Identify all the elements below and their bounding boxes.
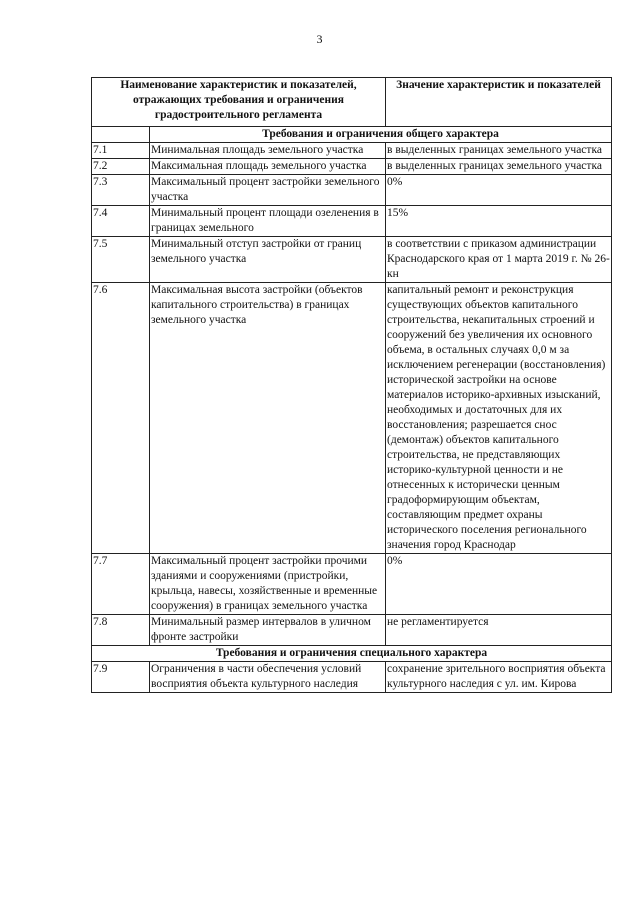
table-row xyxy=(92,159,612,175)
row-name: Минимальный размер интервалов в уличном фронте застройки xyxy=(150,615,386,646)
row-number: 7.7 xyxy=(92,554,150,615)
table-row xyxy=(92,237,612,283)
row-name: Минимальная площадь земельного участка xyxy=(150,143,386,159)
row-value: 15% xyxy=(386,206,612,237)
section-row xyxy=(92,127,612,143)
row-number: 7.2 xyxy=(92,159,150,175)
row-name: Минимальный процент площади озеленения в границах земельного xyxy=(150,206,386,237)
row-name: Максимальный процент застройки прочими зданиями и сооружениями (пристройки, крыльца, навесы, хозяйственные и временные сооружения) в границах земельного участка xyxy=(150,554,386,615)
section-title-special: Требования и ограничения специального характера xyxy=(92,646,612,662)
row-value: 0% xyxy=(386,554,612,615)
row-name: Максимальная высота застройки (объектов капитального строительства) в границах земельного участка xyxy=(150,283,386,554)
row-number: 7.5 xyxy=(92,237,150,283)
table-row xyxy=(92,615,612,646)
table-header-row xyxy=(92,78,612,127)
row-name: Максимальная площадь земельного участка xyxy=(150,159,386,175)
row-name: Максимальный процент застройки земельного участка xyxy=(150,175,386,206)
section-spacer xyxy=(92,127,150,143)
table-row xyxy=(92,662,612,693)
header-name-cell: Наименование характеристик и показателей, отражающих требования и ограничения градостроительного регламента xyxy=(92,78,386,127)
row-value: не регламентируется xyxy=(386,615,612,646)
table-row xyxy=(92,143,612,159)
row-name: Ограничения в части обеспечения условий восприятия объекта культурного наследия xyxy=(150,662,386,693)
row-number: 7.9 xyxy=(92,662,150,693)
row-number: 7.4 xyxy=(92,206,150,237)
row-number: 7.6 xyxy=(92,283,150,554)
table-row xyxy=(92,283,612,554)
row-number: 7.3 xyxy=(92,175,150,206)
regulation-table xyxy=(91,77,612,693)
table-row xyxy=(92,206,612,237)
row-name: Минимальный отступ застройки от границ земельного участка xyxy=(150,237,386,283)
row-value: сохранение зрительного восприятия объекта культурного наследия с ул. им. Кирова xyxy=(386,662,612,693)
section-row xyxy=(92,646,612,662)
table-row xyxy=(92,175,612,206)
row-value: в соответствии с приказом администрации Краснодарского края от 1 марта 2019 г. № 26-кн xyxy=(386,237,612,283)
table-row xyxy=(92,554,612,615)
row-number: 7.8 xyxy=(92,615,150,646)
row-value: капитальный ремонт и реконструкция существующих объектов капитального строительства, некапитальных строений и сооружений без увеличения их основного объема, в остальных случаях 0,0 м за исключением регенерации (восстановления) исторической застройки на основе материалов историко-архивных изысканий, необходимых и достаточных для их восстановления; разрешается снос (демонтаж) объектов капитального строительства, не представляющих историко-культурной ценности и не отнесенных к исторически ценным градоформирующим объектам, составляющим предмет охраны исторического поселения регионального значения город Краснодар xyxy=(386,283,612,554)
row-value: в выделенных границах земельного участка xyxy=(386,159,612,175)
header-value-cell: Значение характеристик и показателей xyxy=(386,78,612,127)
row-value: в выделенных границах земельного участка xyxy=(386,143,612,159)
row-value: 0% xyxy=(386,175,612,206)
row-number: 7.1 xyxy=(92,143,150,159)
page-number: 3 xyxy=(316,32,323,46)
section-title-general: Требования и ограничения общего характера xyxy=(150,127,612,143)
